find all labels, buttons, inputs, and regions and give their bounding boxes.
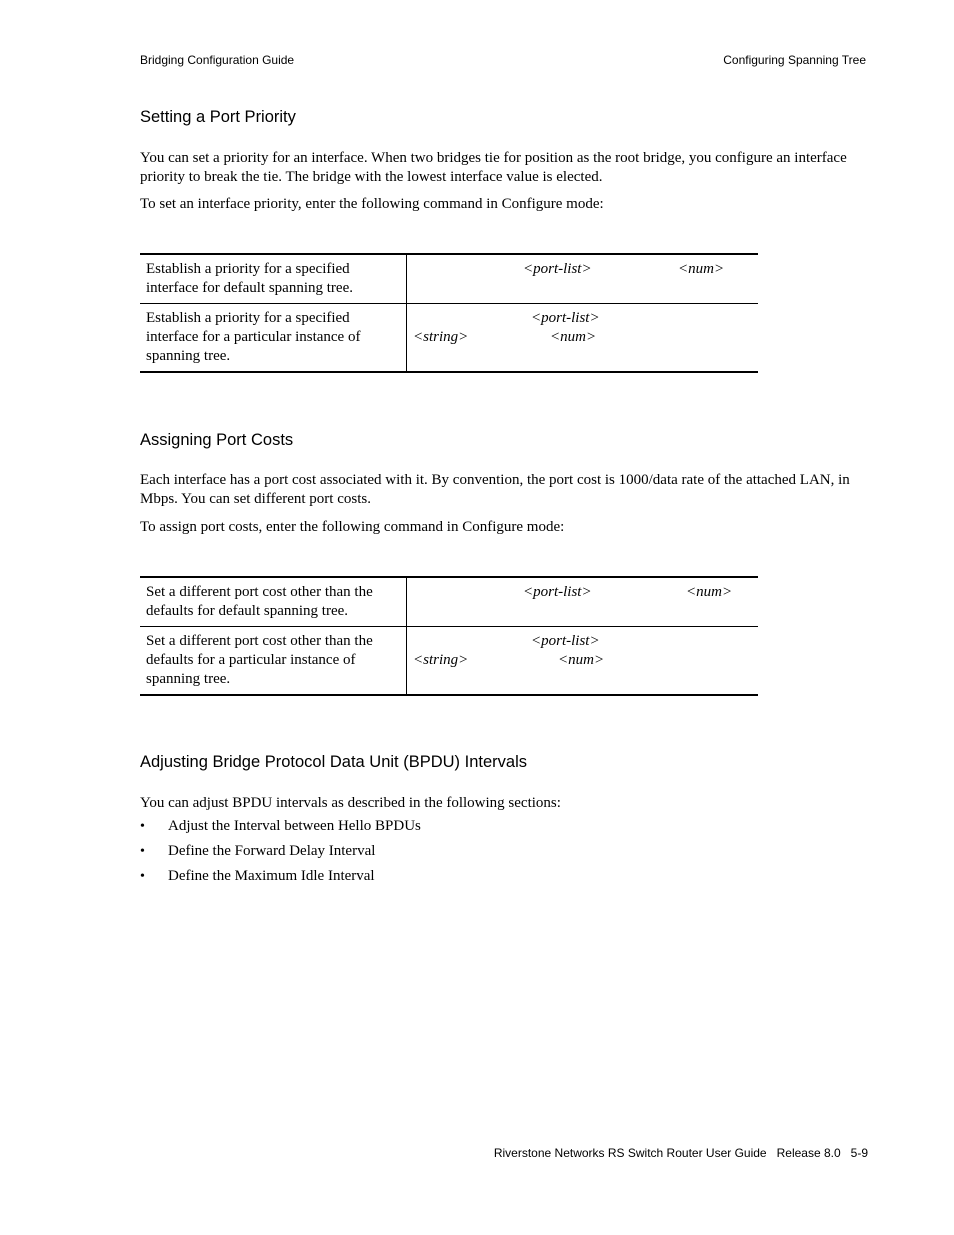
command-table-costs [140, 576, 758, 696]
syntax-arg-string: <string> [413, 329, 469, 345]
list-item [140, 817, 421, 842]
command-description: Set a different port cost other than the defaults for a particular instance of spanning tree. [140, 627, 407, 696]
syntax-arg-port-list: <port-list> [523, 584, 592, 600]
command-description: Establish a priority for a specified interface for a particular instance of spanning tree. [140, 304, 407, 373]
command-syntax [407, 304, 759, 373]
command-description: Establish a priority for a specified interface for default spanning tree. [140, 254, 407, 304]
list-item-text: Adjust the Interval between Hello BPDUs [168, 818, 421, 834]
list-item [140, 842, 421, 867]
syntax-arg-port-list: <port-list> [523, 261, 592, 277]
command-syntax [407, 254, 759, 304]
section-title-port-costs: Assigning Port Costs [140, 431, 294, 449]
paragraph-priority-instruction: To set an interface priority, enter the following command in Configure mode: [140, 196, 604, 212]
command-description: Set a different port cost other than the defaults for default spanning tree. [140, 577, 407, 627]
paragraph-costs-intro: Each interface has a port cost associated with it. By convention, the port cost is 1000/data rate of the attached LAN, in Mbps. You can set different port costs. [140, 472, 850, 507]
section-title-port-priority: Setting a Port Priority [140, 108, 296, 126]
bullet-icon: • [140, 819, 145, 834]
page-footer: Riverstone Networks RS Switch Router User Guide Release 8.0 5-9 [493, 1146, 868, 1160]
bullet-icon: • [140, 869, 145, 884]
syntax-arg-num: <num> [550, 329, 597, 345]
list-item-text: Define the Forward Delay Interval [168, 843, 376, 859]
command-syntax [407, 577, 759, 627]
running-header-left: Bridging Configuration Guide [140, 53, 295, 67]
command-table-priority [140, 253, 758, 373]
section-title-bpdu-intervals: Adjusting Bridge Protocol Data Unit (BPDU) Intervals [140, 753, 527, 771]
table-row [140, 577, 758, 627]
bullet-icon: • [140, 844, 145, 859]
paragraph-costs-instruction: To assign port costs, enter the following command in Configure mode: [140, 519, 565, 535]
command-syntax [407, 627, 759, 696]
running-header-right: Configuring Spanning Tree [723, 53, 866, 67]
table-row [140, 627, 758, 696]
list-item-text: Define the Maximum Idle Interval [168, 868, 375, 884]
syntax-arg-num: <num> [558, 652, 605, 668]
paragraph-bpdu-intro: You can adjust BPDU intervals as described in the following sections: [140, 795, 561, 811]
table-row [140, 304, 758, 373]
syntax-arg-string: <string> [413, 652, 469, 668]
syntax-arg-port-list: <port-list> [531, 310, 600, 326]
bullet-list [140, 817, 421, 892]
table-row [140, 254, 758, 304]
paragraph-priority-intro: You can set a priority for an interface. When two bridges tie for position as the root bridge, you configure an interface priority to break the tie. The bridge with the lowest interface value is elected. [140, 150, 847, 185]
syntax-arg-port-list: <port-list> [531, 633, 600, 649]
list-item [140, 867, 421, 892]
syntax-arg-num: <num> [678, 261, 725, 277]
syntax-arg-num: <num> [686, 584, 733, 600]
